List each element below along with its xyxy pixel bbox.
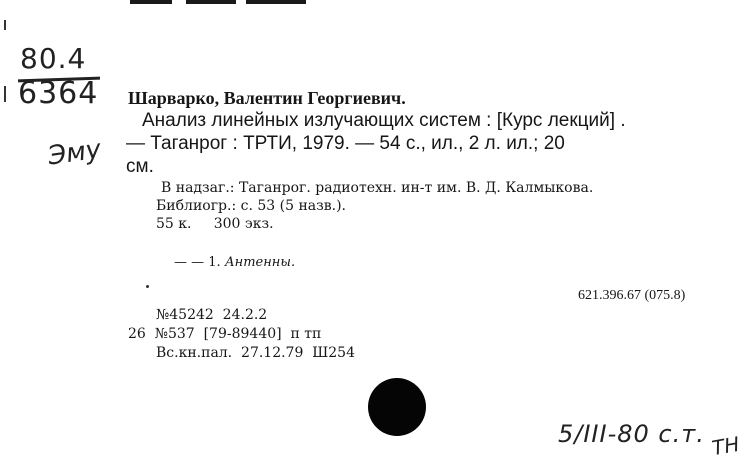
top-edge-mark: [246, 0, 306, 4]
udc-classification: 621.396.67 (075.8): [578, 288, 686, 303]
top-edge-mark: [186, 0, 236, 4]
subject-heading: [174, 255, 295, 270]
ink-dot: [146, 285, 149, 288]
left-edge-mark: [4, 86, 6, 102]
left-edge-mark: [4, 20, 6, 30]
title-line: см.: [126, 156, 154, 177]
accession-line: Вс.кн.пал. 27.12.79 Ш254: [156, 345, 355, 361]
punch-hole: [368, 378, 426, 436]
subject-term: Антенны.: [224, 255, 296, 270]
call-number-bottom: 6364: [18, 76, 99, 111]
title-line: Анализ линейных излучающих систем : [Курс лекций] .: [142, 110, 626, 131]
title-line: — Таганрог : ТРТИ, 1979. — 54 с., ил., 2 л. ил.; 20: [126, 133, 565, 154]
accession-line: 26 №537 [79-89440] п тп: [128, 326, 322, 342]
handwritten-mark: Эму: [46, 134, 103, 172]
note-line: Библиогр.: с. 53 (5 назв.).: [156, 198, 346, 214]
handwritten-date: 5/III-80 с.т.: [558, 420, 705, 448]
corner-mark: ТН: [710, 431, 742, 461]
subject-prefix: — — 1.: [174, 255, 221, 270]
note-line: В надзаг.: Таганрог. радиотехн. ин-т им. В. Д. Калмыкова.: [161, 180, 594, 196]
call-number-top: 80.4: [20, 42, 87, 75]
accession-line: №45242 24.2.2: [156, 307, 268, 323]
author-heading: Шарварко, Валентин Георгиевич.: [128, 88, 406, 108]
price-print-run: 55 к. 300 экз.: [156, 216, 274, 232]
top-edge-mark: [130, 0, 172, 4]
